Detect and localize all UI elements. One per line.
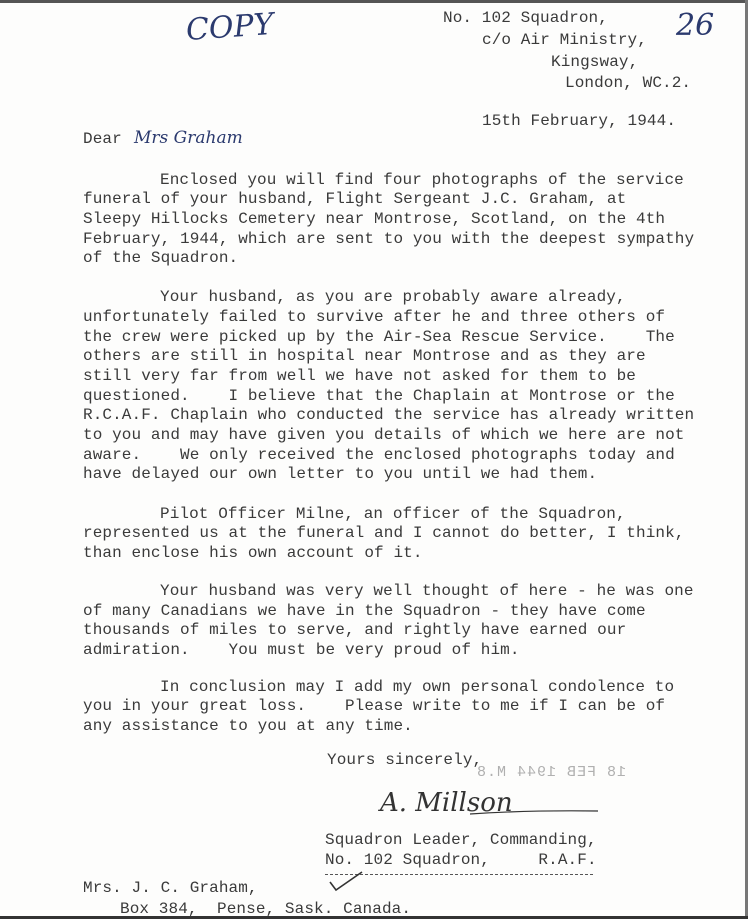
- scan-edge-top: [0, 0, 748, 3]
- signatory-title: Squadron Leader, Commanding,: [325, 831, 597, 849]
- text-line: represented us at the funeral and I cannot do better, I think,: [83, 524, 685, 542]
- text-line: Pilot Officer Milne, an officer of the Squadron,: [160, 505, 626, 523]
- salutation: Dear: [83, 130, 122, 148]
- address-line: Kingsway,: [551, 53, 639, 71]
- addressee-name: Mrs. J. C. Graham,: [83, 879, 258, 897]
- addressee-address: Box 384, Pense, Sask. Canada.: [120, 900, 412, 918]
- closing: Yours sincerely,: [327, 751, 483, 769]
- checkmark-icon: [328, 870, 364, 894]
- signature: A. Millson: [380, 788, 513, 818]
- text-line: Enclosed you will find four photographs of the service: [160, 171, 684, 189]
- salutation-name-handwritten: Mrs Graham: [134, 128, 243, 148]
- text-line: admiration. You must be very proud of him.: [83, 641, 520, 659]
- text-line: February, 1944, which are sent to you with the deepest sympathy: [83, 230, 695, 248]
- text-line: thousands of miles to serve, and rightly have earned our: [83, 621, 627, 639]
- text-line: R.C.A.F. Chaplain who conducted the service has already written: [83, 406, 695, 424]
- signature-flourish: [470, 808, 600, 818]
- text-line: any assistance to you at any time.: [83, 717, 413, 735]
- address-line: c/o Air Ministry,: [482, 31, 647, 49]
- address-line: London, WC.2.: [565, 74, 692, 92]
- text-line: to you and may have given you details of which we here are not: [83, 426, 685, 444]
- text-line: Sleepy Hillocks Cemetery near Montrose, Scotland, on the 4th: [83, 210, 666, 228]
- text-line: unfortunately failed to survive after he and three others of: [83, 308, 666, 326]
- letter-date: 15th February, 1944.: [482, 112, 677, 130]
- text-line: aware. We only received the enclosed photographs today and: [83, 446, 675, 464]
- text-line: still very far from well we have not asked for them to be: [83, 367, 636, 385]
- text-line: than enclose his own account of it.: [83, 544, 423, 562]
- underline: [325, 874, 593, 875]
- text-line: have delayed our own letter to you until we had them.: [83, 465, 598, 483]
- text-line: funeral of your husband, Flight Sergeant J.C. Graham, at: [83, 190, 627, 208]
- text-line: of the Squadron.: [83, 249, 239, 267]
- copy-handwritten-mark: COPY: [184, 6, 275, 49]
- text-line: the crew were picked up by the Air-Sea Rescue Service. The: [83, 328, 675, 346]
- address-line: No. 102 Squadron,: [443, 9, 608, 27]
- text-line: others are still in hospital near Montrose and as they are: [83, 347, 646, 365]
- text-line: you in your great loss. Please write to me if I can be of: [83, 697, 666, 715]
- text-line: questioned. I believe that the Chaplain at Montrose or the: [83, 387, 675, 405]
- text-line: In conclusion may I add my own personal condolence to: [160, 678, 675, 696]
- text-line: Your husband was very well thought of here - he was one: [160, 582, 694, 600]
- text-line: Your husband, as you are probably aware already,: [160, 288, 626, 306]
- signatory-unit: No. 102 Squadron, R.A.F.: [325, 851, 597, 869]
- page-number-handwritten: 26: [676, 8, 715, 43]
- received-stamp: 18 FEB 1944 M.8: [476, 764, 627, 781]
- text-line: of many Canadians we have in the Squadron - they have come: [83, 602, 646, 620]
